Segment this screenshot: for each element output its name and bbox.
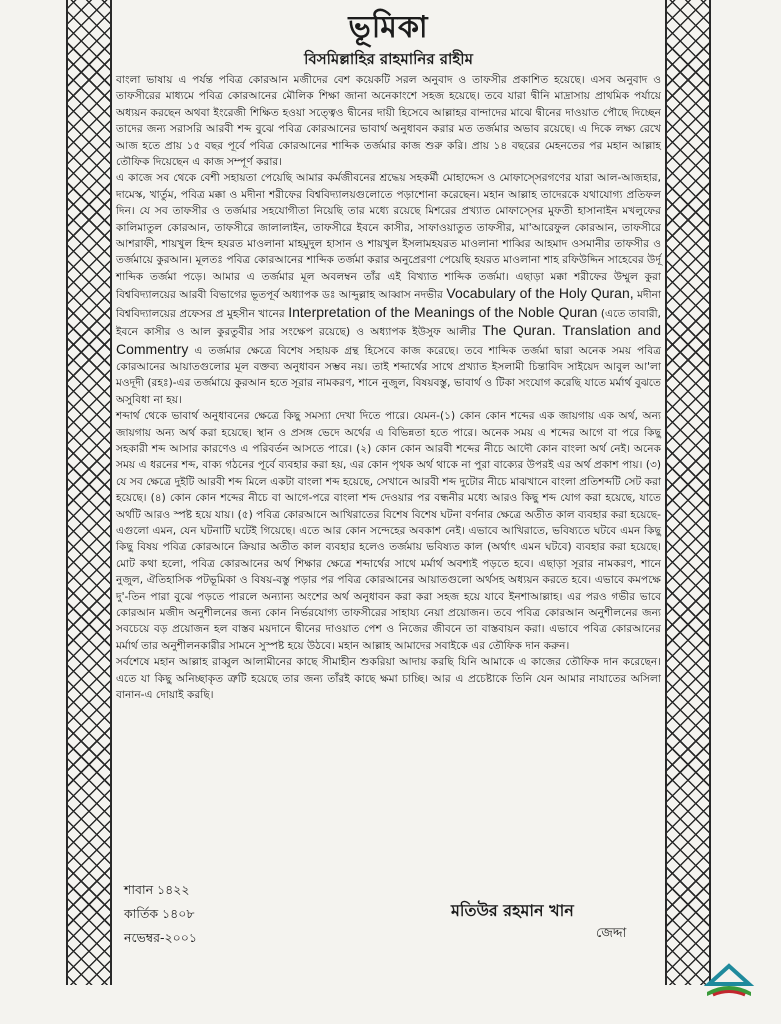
publisher-logo-icon	[703, 962, 755, 1002]
paragraph-acknowledgement	[116, 170, 661, 408]
paragraph-text: এ কাজে সব থেকে বেশী সহায়তা পেয়েছি আমার কর্মজীবনের শ্রদ্ধেয় সহকর্মী মোহাদ্দেস ও মোফাস্সেরগণের যারা আল-আজহার, দামেস্ক, খার্তুম, পবিত্র মক্কা ও মদীনা শরীফের বিশ্ববিদ্যালয়গুলোতে পড়াশোনা করেছেন। মহান আল্লাহ তাদেরকে যথাযোগ্য প্রতিফল দিন। যে সব তাফসীর ও তর্জমার সহযোগীতা নিয়েছি তার মধ্যে রয়েছে মিশরের প্রখ্যাত মোফাস্সের মুফতী হাসানাইন মখলুফের কালিমাতুল কোরআন, তাফসীরে জালালাইন, তাফসীরে ইবনে কাসীর, সাফাওয়াতুত তাফসীর, মা'আরেফুল কোরআন, তাফসীরে আশরাফী, শায়খুল হিন্দ হযরত মাওলানা মাহমুদুল হাসান ও শায়খুল ইসলামহযরত মাওলানা শাব্বির আহমাদ ওসমানীর তাফসীর ও তর্জমায়ে কুরআন। মূলতঃ পবিত্র কোরআনের শাব্দিক তর্জমা করার অনুপ্রেরণা পেয়েছি হযরত মাওলানা শাহ রফিউদ্দিন সাহেবের উর্দূ শাব্দিক তর্জমা পড়ে। আমার এ তর্জমার মূল অবলম্বন তাঁর এই বিখ্যাত শাব্দিক তর্জমা। এছাড়া মক্কা শরীফের উম্মুল কুরা বিশ্ববিদ্যালয়ের আরবী বিভাগের ভূতপূর্ব অধ্যাপক ডঃ আব্দুল্লাহ আব্বাস নদভীর	[116, 172, 661, 302]
preface-content	[116, 4, 661, 703]
bismillah-subtitle: বিসমিল্লাহির রাহমানির রাহীম	[304, 50, 473, 68]
english-book-title: Interpretation of the Meanings of the Noble Quran	[288, 303, 598, 320]
page-title: ভূমিকা	[348, 10, 429, 45]
author-place: জেদ্দা	[596, 926, 627, 941]
date-hijri: শাবান ১৪২২	[124, 882, 190, 897]
english-book-title: The Quran. Translation and Commentry	[116, 322, 662, 357]
date-gregorian: নভেম্বর-২০০১	[124, 930, 198, 945]
paragraph-text: (এতে তাবারী, ইবনে কাসীর ও আল কুরতুবীর সার সংক্ষেপ রয়েছে) ও অধ্যাপক ইউসুফ আলীর	[116, 307, 662, 339]
paragraph-text: এ তর্জমার ক্ষেত্রে বিশেষ সহায়ক গ্রন্থ হিসেবে কাজ করেছে। তবে শাব্দিক তর্জমা দ্বারা অনেক সময় পবিত্র কোরআনের আয়াতগুলোর মূল বক্তব্য অনুধাবন সম্ভব নয়। তাই শব্দার্থের সাথে প্রখ্যাত ইসলামী চিন্তাবিদ সাইয়েদ আবুল আ'লা মওদূদী (রহঃ)-এর তর্জমায়ে কুরআন হতে সূরার নামকরণ, শানে নুজুল, বিষয়বস্তু, ভাবার্থ ও টিকা সংযোগ করেছি যাতে মর্মার্থ বুঝতে অসুবিধা না হয়।	[116, 344, 661, 406]
decorative-border-left	[66, 0, 112, 985]
paragraph-text: মদীনা বিশ্ববিদ্যালয়ের প্রফেসর প্র মুহসীন খানের	[116, 289, 662, 320]
signature-block	[116, 880, 661, 990]
paragraph-closing: সর্বশেষে মহান আল্লাহ রাব্বুল আলামীনের কাছে সীমাহীন শুকরিয়া আদায় করছি যিনি আমাকে এ কাজের তৌফিক দান করেছেন। এতে যা কিছু অনিচ্ছাকৃত ত্রুটি হয়েছে তার জন্য তাঁরই কাছে ক্ষমা চাচ্ছি। আর এ প্রচেষ্টাকে তিনি যেন আমার নাযাতের অসিলা বানান-এ দোয়াই করছি।	[116, 656, 661, 702]
decorative-border-right	[665, 0, 711, 985]
english-book-title: Vocabulary of the Holy Quran,	[446, 285, 634, 302]
author-name: মতিউর রহমান খান	[451, 901, 574, 920]
paragraph-notes: শব্দার্থ থেকে ভাবার্থ অনুধাবনের ক্ষেত্রে কিছু সমস্যা দেখা দিতে পারে। যেমন-(১) কোন কোন শব্দের এক জায়গায় এক অর্থ, অন্য জায়গায় অন্য অর্থ করা হয়েছে। স্থান ও প্রসঙ্গ ভেদে অর্থের এ বিভিন্নতা হতে পারে। অনেক সময় এ শব্দের আগে বা পরে কিছু সহকারী শব্দ আসার কারণেও এ পরিবর্তন আসতে পারে। (২) কোন কোন আরবী শব্দের নীচে আদৌ কোন বাংলা অর্থ নেই। অনেক সময় এ ধরনের শব্দ, বাক্য গঠনের পূর্বে ব্যবহার করা হয়, এর কোন পৃথক অর্থ থাকে না পুরা বাক্যের উপরই এর অর্থ প্রকাশ পায়। (৩) যে সব ক্ষেত্রে দুইটি আরবী শব্দ মিলে একটা বাংলা শব্দ হয়েছে, সেখানে আরবী শব্দ দুটোর নীচে মাঝখানে বাংলা প্রতিশব্দটি সেট করা হয়েছে। (৪) কোন কোন শব্দের নীচে বা আগে-পরে বাংলা শব্দ দেওয়ার পর বন্ধনীর মধ্যে আরও কিছু শব্দ যোগ করা হয়েছে, যাতে অর্থটি আরও স্পষ্ট হয়ে যায়। (৫) পবিত্র কোরআনে আখিরাতের বিশেষ বিশেষ ঘটনা বর্ণনার ক্ষেত্রে অতীত কাল ব্যবহার করা হয়েছে- এগুলো এমন, যেন ঘটনাটি ঘটেই গিয়েছে। এতে আর কোন সন্দেহের অবকাশ নেই। এভাবে আখিরাতে, ভবিষ্যতে ঘটবে এমন কিছু কিছু বিষয় পবিত্র কোরআনে ক্রিয়ার অতীত কাল ব্যবহার হলেও তর্জমায় ভবিষ্যত কাল (অর্থাৎ এমন ঘটবে) ব্যবহার করা হয়েছে। মোট কথা হলো, পবিত্র কোরআনের অর্থ শিক্ষার ক্ষেত্রে শব্দার্থের সাথে মর্মার্থ অবশ্যই পড়তে হবে। এছাড়া সূরার নামকরণ, শানে নুজুল, ঐতিহাসিক পটভূমিকা ও বিষয়-বস্তু পড়ার পর পবিত্র কোরআনের আয়াতগুলো অর্থসহ অধ্যয়ন করতে হবে। এভাবে কমপক্ষে দু'-তিন পারা বুঝে পড়তে পারলে অন্যান্য অংশের অর্থ অনুধাবন করা করা সহজ হয়ে যাবে ইনশাআল্লাহ। এর পরও গভীর ভাবে কোরআন মজীদ অনুশীলনের জন্য কোন নির্ভরযোগ্য তাফসীরের সাহায্য নেয়া প্রয়োজন। তবে পবিত্র কোরআন অনুশীলনের জন্য সবচেয়ে বড় প্রয়োজন হল বাস্তব ময়দানে দ্বীনের দাওয়াত পেশ ও নিজের জীবনে তা বাস্তবায়ন করা। এভাবে পবিত্র কোরআনের মর্মার্থ তার অনুশীলনকারীর সামনে সুস্পষ্ট হয়ে উঠবে। মহান আল্লাহ আমাদের সবাইকে এর তৌফিক দান করুন।	[116, 410, 661, 652]
paragraph-intro: বাংলা ভাষায় এ পর্যন্ত পবিত্র কোরআন মজীদের বেশ কয়েকটি সরল অনুবাদ ও তাফসীর প্রকাশিত হয়েছে। এসব অনুবাদ ও তাফসীরের মাধ্যমে পবিত্র কোরআনের মৌলিক শিক্ষা জানা অনেকাংশে সহজ হয়েছে। তবে যারা দ্বীনি মাদ্রাসায় প্রাথমিক পর্যায়ে অধ্যয়ন করছেন অথবা ইংরেজী শিক্ষিত হওয়া সত্ত্বেও দ্বীনের দায়ী হিসেবে আল্লাহর বান্দাদের মাঝে দ্বীনের দাওয়াত পৌছে দিচ্ছেন তাদের জন্য সরাসরি আরবী শব্দ বুঝে পবিত্র কোরআনের ভাবার্থ অনুধাবন করার মত তর্জমার অভাব রয়েছে। এ দিকে লক্ষ্য রেখে আজ হতে প্রায় ১৫ বছর পূর্বে পবিত্র কোরআনের শাব্দিক তর্জমার কাজ শুরু করি। প্রায় ১৪ বছরের মেহনতের পর মহান আল্লাহ তৌফিক দিয়েছেন এ কাজ সম্পূর্ণ করার।	[116, 74, 661, 169]
date-bangla: কার্তিক ১৪০৮	[124, 906, 195, 921]
